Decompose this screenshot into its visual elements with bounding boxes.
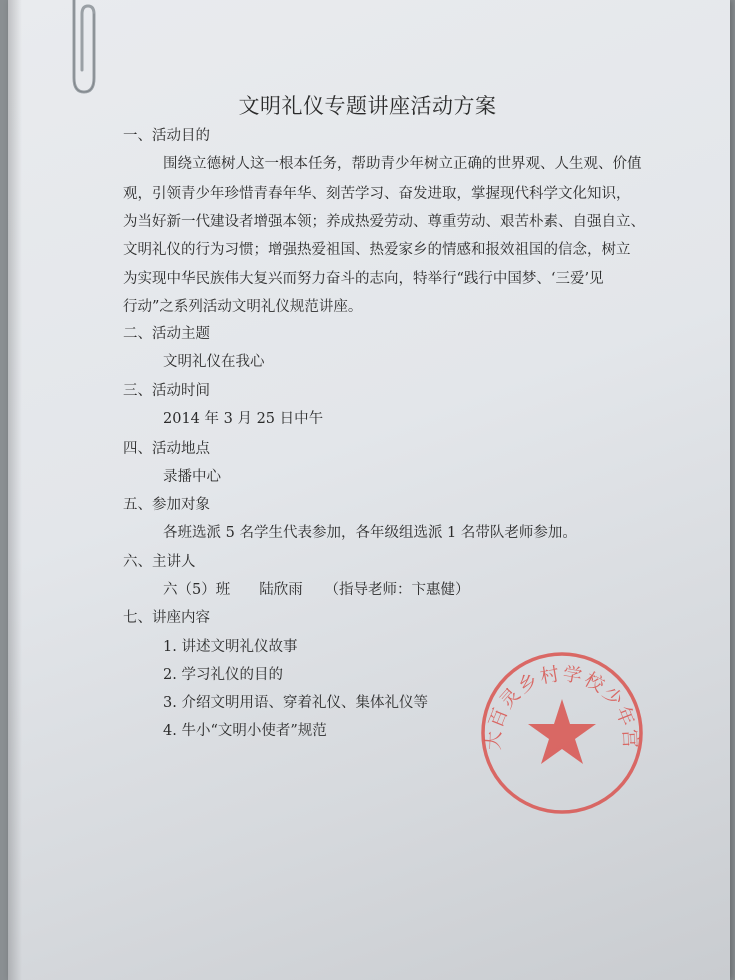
paragraph-line: 观，引领青少年珍惜青春年华、刻苦学习、奋发进取，掌握现代科学文化知识， — [123, 186, 631, 202]
paragraph-line: 行动”之系列活动文明礼仪规范讲座。 — [123, 299, 363, 315]
section-heading-speaker: 六、主讲人 — [123, 554, 196, 570]
paragraph-line: 为当好新一代建设者增强本领；养成热爱劳动、尊重劳动、艰苦朴素、自强自立、 — [123, 214, 645, 230]
section-content-participants: 各班选派 5 名学生代表参加，各年级组选派 1 名带队老师参加。 — [163, 525, 577, 541]
document-title: 文明礼仪专题讲座活动方案 — [238, 94, 497, 118]
list-item: 1. 讲述文明礼仪故事 — [163, 639, 298, 655]
svg-text:大百灵乡村学校少年宫: 大百灵乡村学校少年宫 — [482, 662, 642, 751]
paragraph-line: 围绕立德树人这一根本任务，帮助青少年树立正确的世界观、人生观、价值 — [163, 156, 642, 172]
section-content-theme: 文明礼仪在我心 — [163, 354, 265, 370]
section-content-speaker: 六（5）班 陆欣雨 （指导老师：卞惠健） — [163, 582, 470, 598]
section-content-location: 录播中心 — [163, 469, 221, 485]
section-heading-lecture-content: 七、讲座内容 — [123, 610, 210, 626]
paragraph-line: 为实现中华民族伟大复兴而努力奋斗的志向，特举行“践行中国梦、‘三爱’见 — [123, 271, 604, 287]
paper-sheet — [8, 0, 730, 980]
official-seal-stamp — [478, 649, 646, 817]
section-heading-theme: 二、活动主题 — [123, 326, 210, 342]
paper-edge-shadow — [8, 0, 22, 980]
section-content-time: 2014 年 3 月 25 日中午 — [163, 411, 324, 427]
paragraph-line: 文明礼仪的行为习惯；增强热爱祖国、热爱家乡的情感和报效祖国的信念，树立 — [123, 242, 631, 258]
section-heading-purpose: 一、活动目的 — [123, 128, 210, 144]
list-item: 3. 介绍文明用语、穿着礼仪、集体礼仪等 — [163, 695, 428, 711]
list-item: 4. 牛小“文明小使者”规范 — [163, 723, 327, 739]
section-heading-participants: 五、参加对象 — [123, 497, 210, 513]
list-item: 2. 学习礼仪的目的 — [163, 667, 283, 683]
paper-clip-icon — [66, 0, 102, 96]
section-heading-location: 四、活动地点 — [123, 441, 210, 457]
section-heading-time: 三、活动时间 — [123, 383, 210, 399]
